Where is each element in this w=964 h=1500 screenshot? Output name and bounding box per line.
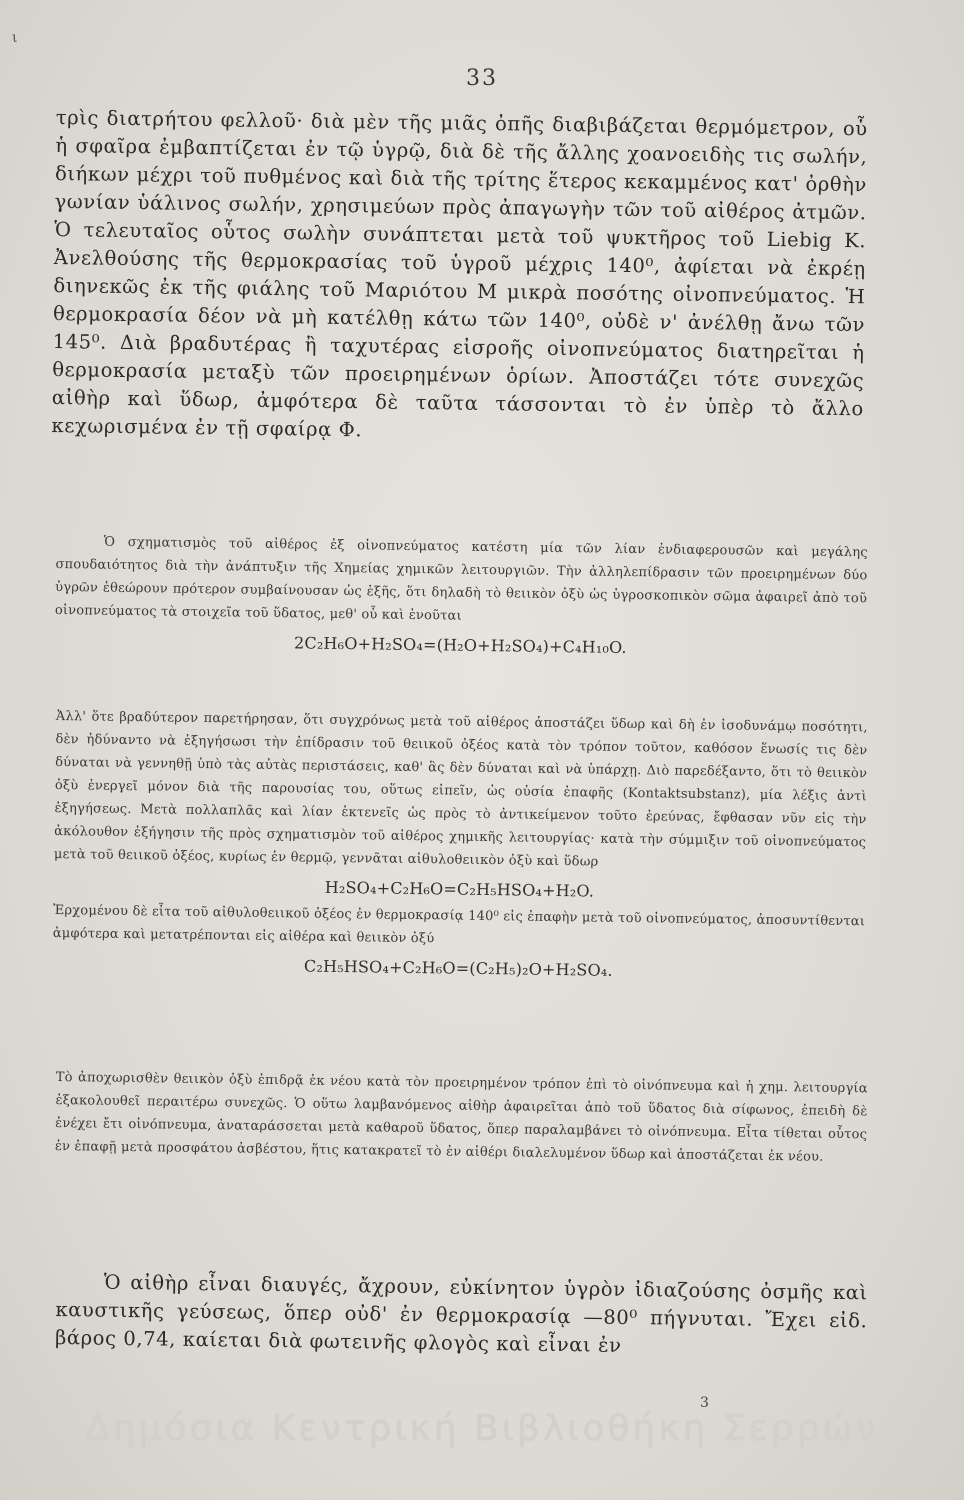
text-block-properties [55,1268,868,1363]
page-number: 33 [466,66,498,91]
text-block-theory [54,530,868,666]
paragraph-purification: Τὸ ἀποχωρισθὲν θειικὸν ὀξὺ ἐπιδρᾷ ἐκ νέου κατὰ τὸν προειρημένον τρόπον ἐπὶ τὸ οἰνόπνευμα καὶ ἡ χημ. λειτουργία ἐξακολουθεῖ περαιτέρω συνεχῶς. Ὁ οὕτω λαμβανόμενος αἰθὴρ ἀφαιρεῖται ἀπὸ τοῦ ὕδατος διὰ σίφωνος, ἐπειδὴ δὲ ἐνέχει ἔτι οἰνόπνευμα, ἀναταράσσεται μετὰ καθαροῦ ὕδατος, ὅπερ παραλαμβάνει τὸ οἰνόπνευμα. Εἶτα τίθεται οὗτος ἐν ἐπαφῇ μετὰ προσφάτου ἀσβέστου, ἥτις κατακρατεῖ τὸ ἐν αἰθέρι διαλελυμένον ὕδωρ καὶ ἀποστάζεται ἐκ νέου. [54,1069,868,1165]
formula-ether: C₂H₅HSO₄+C₂H₆O=(C₂H₅)₂O+H₂SO₄. [303,956,613,980]
paragraph-ether-properties: Ὁ αἰθὴρ εἶναι διαυγές, ἄχρουν, εὐκίνητον ὑγρὸν ἰδιαζούσης ὀσμῆς καὶ καυστικῆς γεύσεως, ὅπερ οὐδ' ἐν θερμοκρασίᾳ —80⁰ πήγνυται. Ἔχει εἰδ. βάρος 0,74, καίεται διὰ φωτεινῆς φλογὸς καὶ εἶναι ἐν [54,1270,868,1357]
formula-ethylsulfuric-acid: H₂SO₄+C₂H₆O=C₂H₅HSO₄+H₂O. [324,877,595,901]
library-watermark: Δημόσια Κεντρική Βιβλιοθήκη Σερρών [85,1408,879,1449]
formula-old-theory: 2C₂H₆O+H₂SO₄=(H₂O+H₂SO₄)+C₄H₁₀O. [293,633,627,657]
paragraph-decomposition: Ἐρχομένου δὲ εἶτα τοῦ αἰθυλοθειικοῦ ὀξέος ἐν θερμοκρασίᾳ 140⁰ εἰς ἐπαφὴν μετὰ τοῦ οἰνοπνεύματος, ἀποσυντίθενται ἀμφότερα καὶ μετατρέπονται εἰς αἰθέρα καὶ θειικὸν ὀξύ [52,902,866,947]
signature-mark: 3 [700,1395,709,1411]
text-block-apparatus [51,104,868,451]
text-block-purification [55,1066,868,1169]
text-block-contact-theory [52,705,868,989]
margin-mark: ι [12,30,18,46]
paragraph-contact-substance: Ἀλλ' ὅτε βραδύτερον παρετήρησαν, ὅτι συγχρόνως μετὰ τοῦ αἰθέρος ἀποστάζει ὕδωρ καὶ δὴ ἐν ἰσοδυνάμῳ ποσότητι, δὲν ἠδύναντο νὰ ἐξηγήσωσι τὴν ἐπίδρασιν τοῦ θειικοῦ ὀξέος κατὰ τὸν τρόπον τοῦτον, καθόσον ἕνωσίς τις δὲν δύναται νὰ γεννηθῇ ὑπὸ τὰς αὐτὰς περιστάσεις, καθ' ἃς δὲν δύναται καὶ νὰ ὑπάρχῃ. Διὸ παρεδέξαντο, ὅτι τὸ θειικὸν ὀξὺ ἐνεργεῖ μόνον διὰ τῆς παρουσίας του, οὕτως εἰπεῖν, ὡς οὐσία ἐπαφῆς (Kontaktsubstanz), μία λέξις ἀντὶ ἐξηγήσεως. Μετὰ πολλαπλᾶς καὶ λίαν ἐκτενεῖς ὡς πρὸς τὸ ἀντικείμενον τοῦτο ἐρεύνας, ἔφθασαν νῦν εἰς τὴν ἀκόλουθον ἐξήγησιν τῆς πρὸς σχηματισμὸν τοῦ αἰθέρος χημικῆς λειτουργίας· κατὰ τὴν σύμμιξιν τοῦ οἰνοπνεύματος μετὰ τοῦ θειικοῦ ὀξέος, κυρίως ἐν θερμῷ, γεννᾶται αἰθυλοθειικὸν ὀξὺ καὶ ὕδωρ [53,708,868,870]
paragraph-ether-formation: Ὁ σχηματισμὸς τοῦ αἰθέρος ἐξ οἰνοπνεύματος κατέστη μία τῶν λίαν ἐνδιαφερουσῶν καὶ μεγάλης σπουδαιότητος διὰ τὴν ἀνάπτυξιν τῆς Χημείας χημικῶν λειτουργιῶν. Τὴν ἀλληλεπίδρασιν τῶν προειρημένων δύο ὑγρῶν ἐθεώρουν πρότερον συμβαίνουσαν ὡς ἑξῆς, ὅτι δηλαδὴ τὸ θειικὸν ὀξὺ ὡς ὑγροσκοπικὸν σῶμα ἀφαιρεῖ ἀπὸ τοῦ οἰνοπνεύματος τὰ στοιχεῖα τοῦ ὕδατος, μεθ' οὗ καὶ ἑνοῦται [54,534,868,624]
paragraph-apparatus: τρὶς διατρήτου φελλοῦ· διὰ μὲν τῆς μιᾶς ὀπῆς διαβιβάζεται θερμόμετρον, οὗ ἡ σφαῖρα ἐμβαπτίζεται ἐν τῷ ὑγρῷ, διὰ δὲ τῆς ἄλλης χοανοειδὴς τις σωλήν, διήκων μέχρι τοῦ πυθμένος καὶ διὰ τῆς τρίτης ἕτερος κεκαμμένος κατ' ὀρθὴν γωνίαν ὑάλινος σωλήν, χρησιμεύων πρὸς ἀπαγωγὴν τῶν τοῦ αἰθέρος ἀτμῶν. Ὁ τελευταῖος οὗτος σωλὴν συνάπτεται μετὰ τοῦ ψυκτῆρος τοῦ Liebig K. Ἀνελθούσης τῆς θερμοκρασίας τοῦ ὑγροῦ μέχρις 140⁰, ἀφίεται νὰ ἐκρέῃ διηνεκῶς ἐκ τῆς φιάλης τοῦ Μαριότου M μικρὰ ποσότης οἰνοπνεύματος. Ἡ θερμοκρασία δέον νὰ μὴ κατέλθῃ κάτω τῶν 140⁰, οὐδὲ ν' ἀνέλθῃ ἄνω τῶν 145⁰. Διὰ βραδυτέρας ἢ ταχυτέρας εἰσροῆς οἰνοπνεύματος διατηρεῖται ἡ θερμοκρασία μεταξὺ τῶν προειρημένων ὁρίων. Ἀποστάζει τότε συνεχῶς αἰθὴρ καὶ ὕδωρ, ἀμφότερα δὲ ταῦτα τάσσονται τὸ ἐν ὑπὲρ τὸ ἄλλο κεχωρισμένα ἐν τῇ σφαίρᾳ Φ. [51,105,868,442]
